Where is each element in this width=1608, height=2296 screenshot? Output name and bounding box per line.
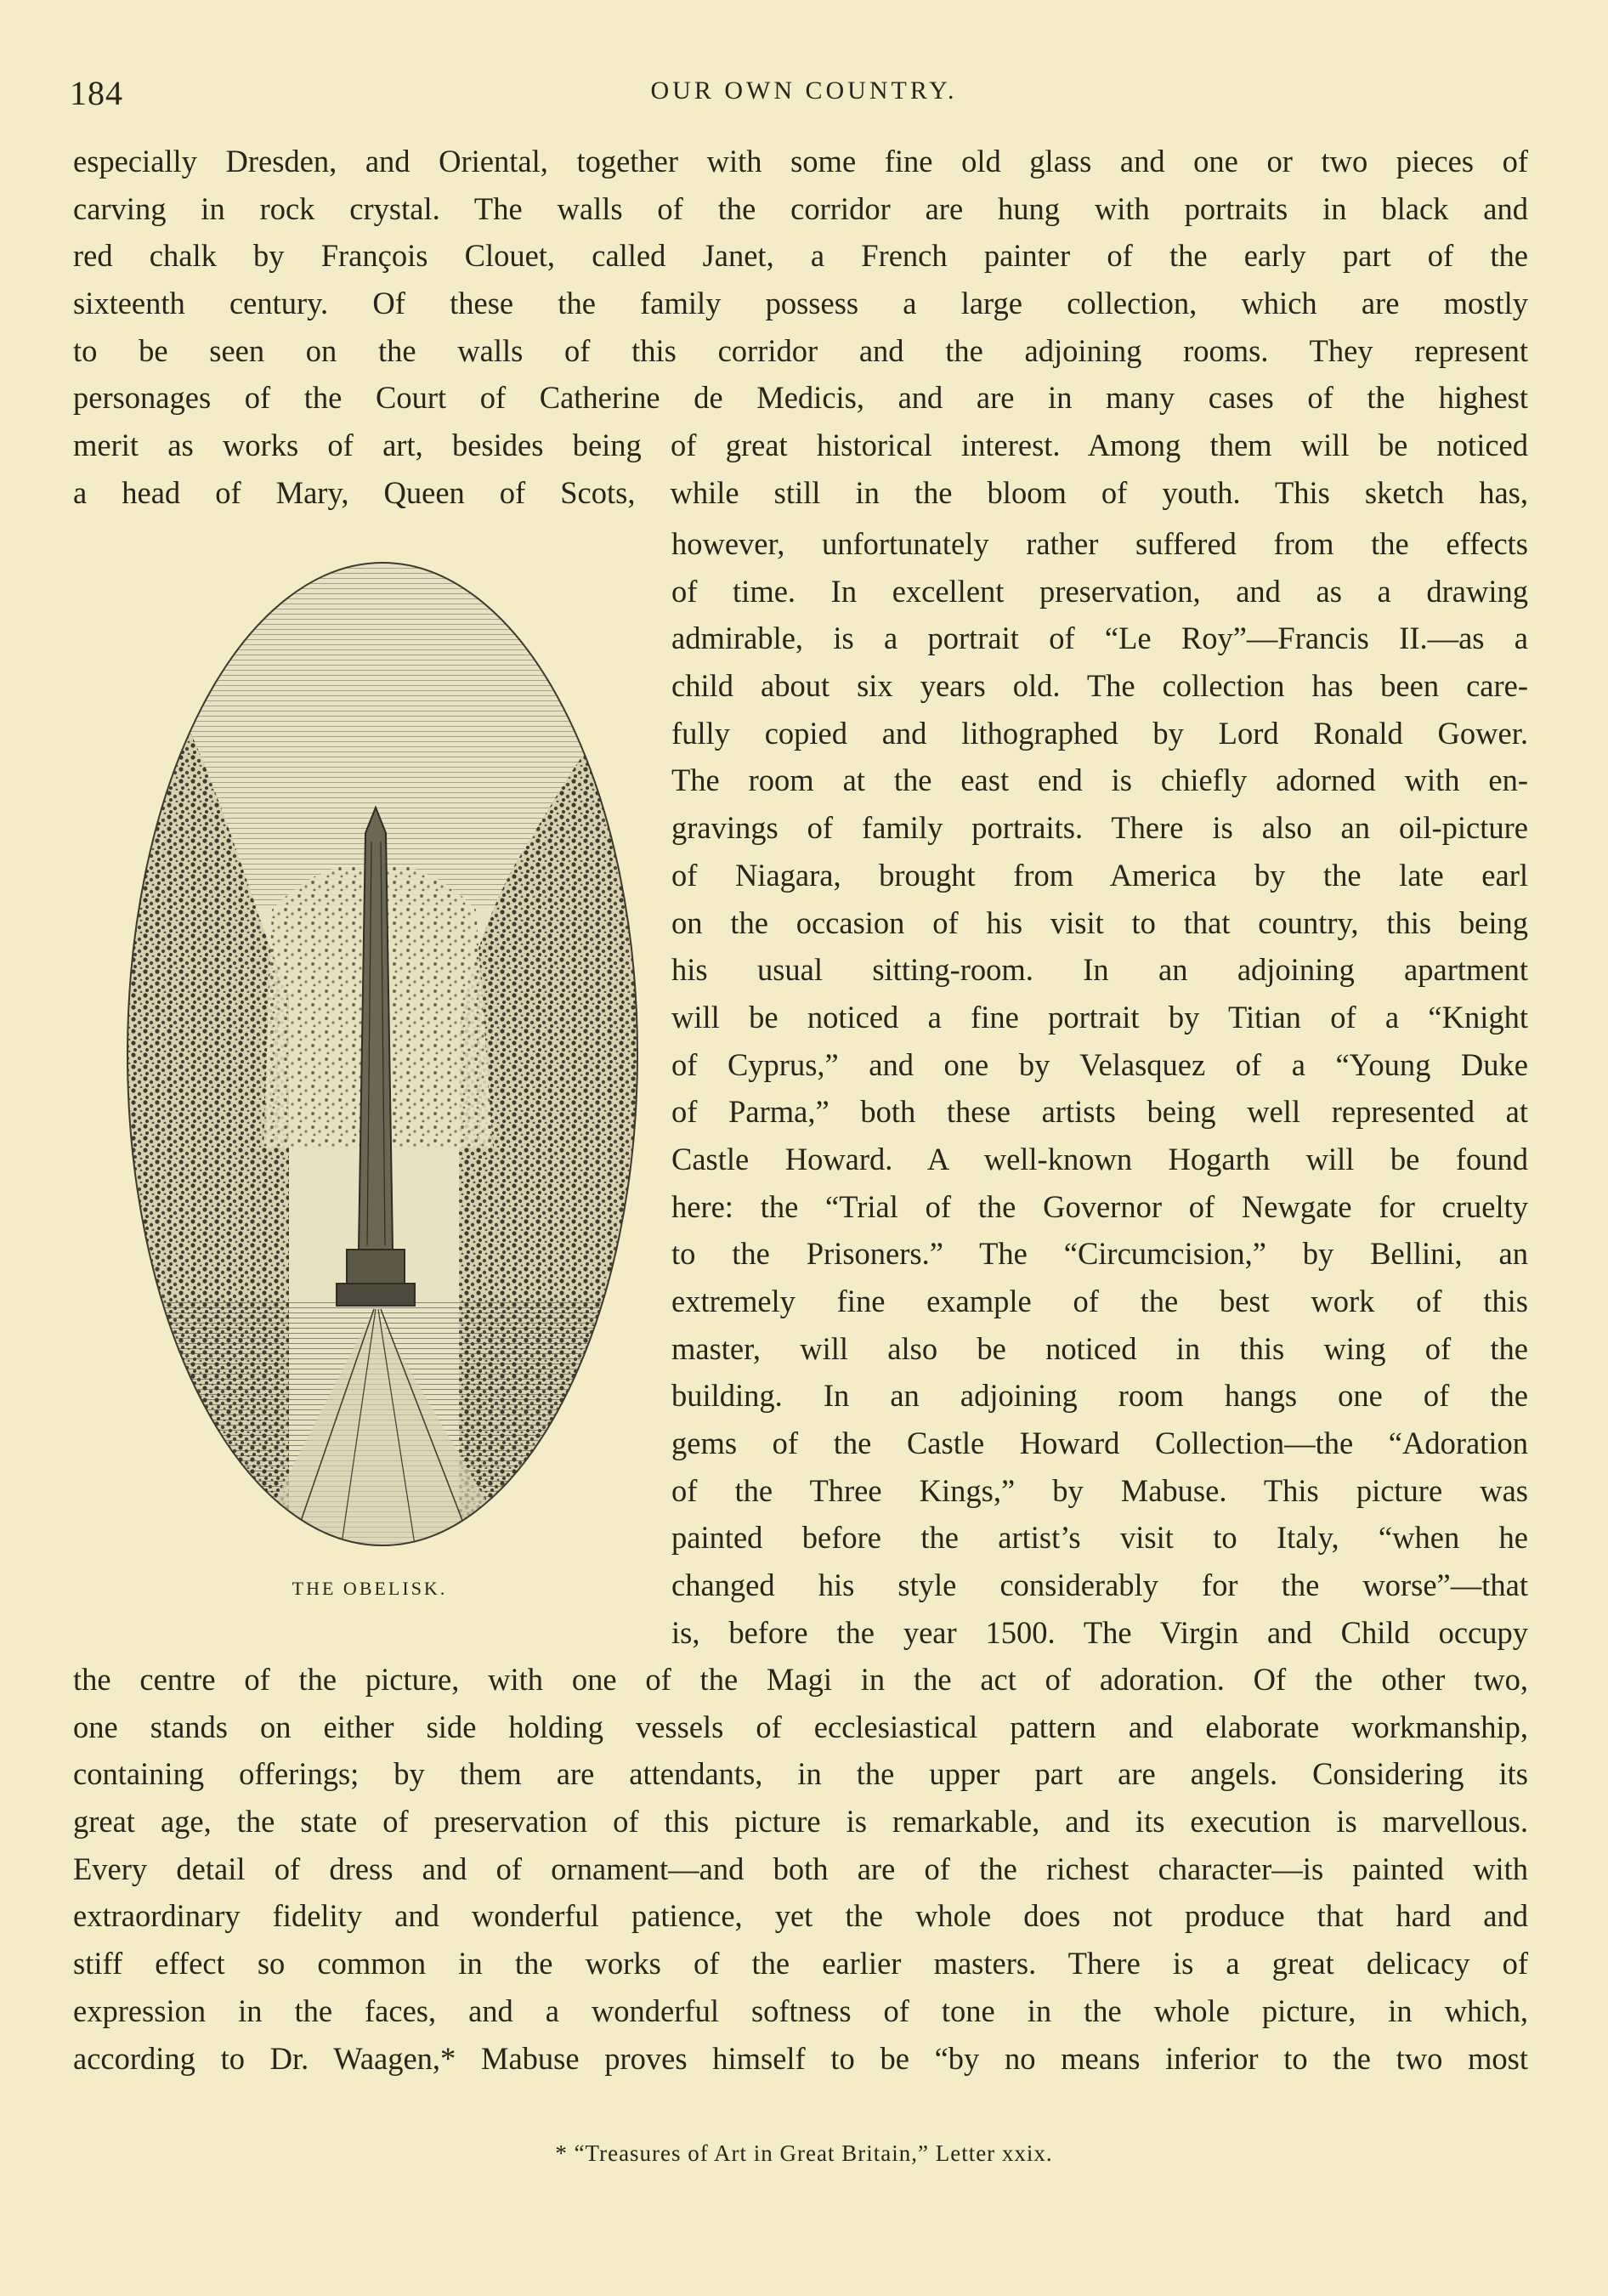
figure-caption: THE OBELISK. [292,1578,448,1599]
body-text-side [671,520,1528,1657]
text-line: of time. In excellent preservation, and as a drawing [671,573,1528,609]
text-line: of the Three Kings,” by Mabuse. This picture was [671,1472,1528,1508]
text-line: child about six years old. The collection has been care- [671,668,1528,704]
text-line: his usual sitting-room. In an adjoining apartment [671,952,1528,988]
text-line: will be noticed a fine portrait by Titian of a “Knight [671,999,1528,1035]
text-line: however, unfortunately rather suffered from the effects [671,526,1528,561]
text-line: red chalk by François Clouet, called Janet, a French painter of the early part of the [73,238,1528,274]
text-line: extremely fine example of the best work of this [671,1284,1528,1318]
text-line: on the occasion of his visit to that country, this being [671,904,1528,940]
obelisk-illustration [119,553,646,1556]
text-line: admirable, is a portrait of “Le Roy”—Francis II.—as a [671,621,1528,656]
text-line: master, will also be noticed in this wing of the [671,1330,1528,1366]
text-line: the centre of the picture, with one of the Magi in the act of adoration. Of the other two, [73,1662,1528,1697]
text-line: especially Dresden, and Oriental, together with some fine old glass and one or two pieces of [73,144,1528,179]
text-line: The room at the east end is chiefly adorned with en- [671,762,1528,798]
text-line: personages of the Court of Catherine de Medicis, and are in many cases of the highest [73,380,1528,416]
text-line: gems of the Castle Howard Collection—the “Adoration [671,1426,1528,1461]
obelisk-engraving [119,553,646,1556]
text-line: changed his style considerably for the worse”—that [671,1568,1528,1603]
text-line: is, before the year 1500. The Virgin and Child occupy [671,1614,1528,1650]
text-line: painted before the artist’s visit to Italy, “when he [671,1520,1528,1556]
text-line: great age, the state of preservation of this picture is remarkable, and its execution is marvellous. [73,1804,1528,1840]
text-line: Castle Howard. A well-known Hogarth will be found [671,1141,1528,1176]
body-text-bottom [73,1656,1528,2082]
text-line: extraordinary fidelity and wonderful patience, yet the whole does not produce that hard and [73,1898,1528,1934]
text-line: fully copied and lithographed by Lord Ronald Gower. [671,715,1528,751]
text-line: expression in the faces, and a wonderful softness of tone in the whole picture, in which, [73,1993,1528,2028]
text-line: according to Dr. Waagen,* Mabuse proves himself to be “by no means inferior to the two most [73,2040,1528,2076]
text-line: gravings of family portraits. There is also an oil-picture [671,810,1528,846]
text-line: of Niagara, brought from America by the late earl [671,857,1528,893]
text-line: to be seen on the walls of this corridor and the adjoining rooms. They represent [73,332,1528,368]
text-line: here: the “Trial of the Governor of Newgate for cruelty [671,1188,1528,1224]
text-line: sixteenth century. Of these the family possess a large collection, which are mostly [73,286,1528,321]
text-line: merit as works of art, besides being of great historical interest. Among them will be noticed [73,428,1528,463]
text-line: building. In an adjoining room hangs one of the [671,1378,1528,1414]
text-line: carving in rock crystal. The walls of the corridor are hung with portraits in black and [73,190,1528,226]
body-text-top [73,138,1528,517]
running-head: OUR OWN COUNTRY. [650,77,958,105]
text-line: stiff effect so common in the works of the earlier masters. There is a great delicacy of [73,1946,1528,1981]
text-line: containing offerings; by them are attendants, in the upper part are angels. Considering its [73,1756,1528,1792]
text-line: a head of Mary, Queen of Scots, while still in the bloom of youth. This sketch has, [73,474,1528,510]
text-line: to the Prisoners.” The “Circumcision,” by Bellini, an [671,1236,1528,1272]
text-line: one stands on either side holding vessels of ecclesiastical pattern and elaborate workmanship, [73,1709,1528,1744]
text-line: of Cyprus,” and one by Velasquez of a “Young Duke [671,1046,1528,1082]
footnote: * “Treasures of Art in Great Britain,” Letter xxix. [555,2140,1053,2166]
text-line: Every detail of dress and of ornament—and both are of the richest character—is painted with [73,1851,1528,1886]
text-line: of Parma,” both these artists being well represented at [671,1094,1528,1130]
page-number: 184 [70,74,123,112]
